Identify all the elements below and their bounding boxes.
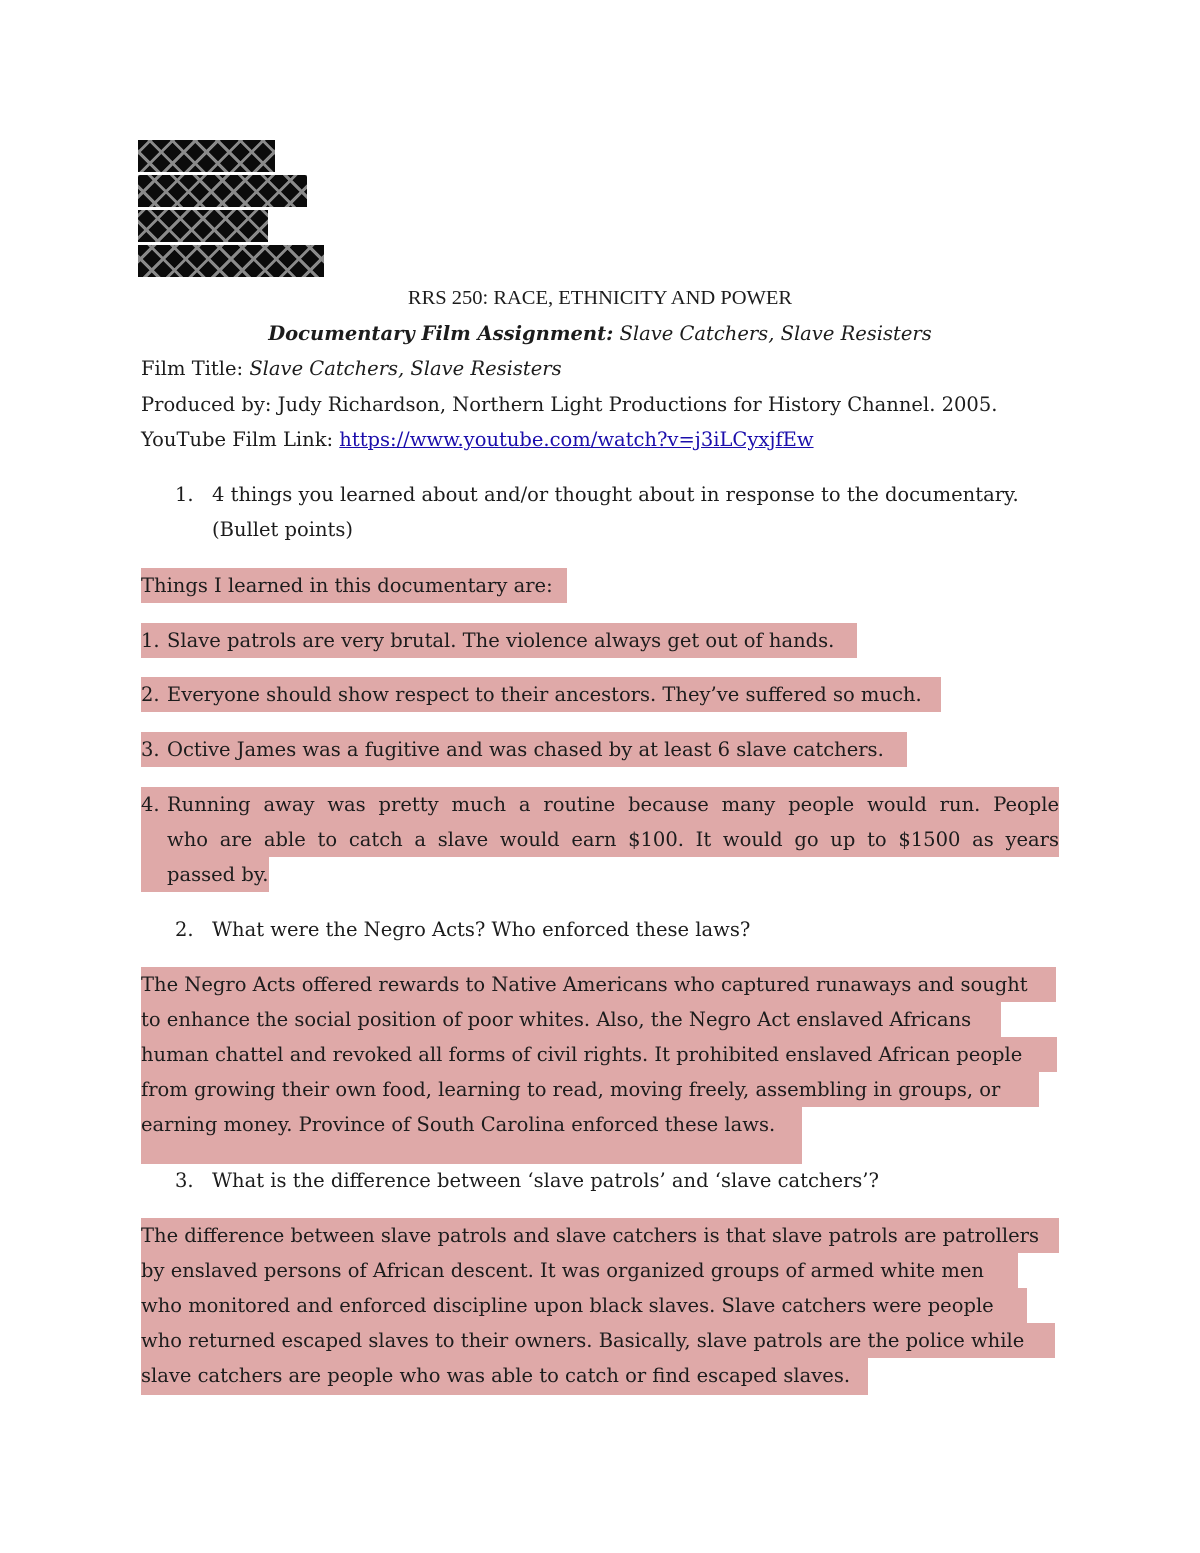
answer-1-intro: Things I learned in this documentary are: xyxy=(141,574,553,597)
redacted-name-bar xyxy=(138,175,307,207)
answer-2-line: The Negro Acts offered rewards to Native Americans who captured runaways and sought xyxy=(141,973,1028,996)
subtitle-label: Documentary Film Assignment: xyxy=(268,322,614,345)
answer-2-line: to enhance the social position of poor whites. Also, the Negro Act enslaved Africans xyxy=(141,1008,972,1031)
redacted-name-bar xyxy=(138,245,324,277)
answer-3-line: who returned escaped slaves to their owners. Basically, slave patrols are the police while xyxy=(141,1329,1025,1352)
youtube-link[interactable]: https://www.youtube.com/watch?v=j3iLCyxjfEw xyxy=(339,428,814,451)
learned-item xyxy=(141,623,1059,658)
question-text: What is the difference between ‘slave patrols’ and ‘slave catchers’? xyxy=(212,1169,879,1192)
answer-2-line: from growing their own food, learning to read, moving freely, assembling in groups, or xyxy=(141,1078,1001,1101)
produced-by: Produced by: Judy Richardson, Northern Light Productions for History Channel. 2005. xyxy=(141,393,998,416)
learned-item xyxy=(141,787,1059,892)
assignment-subtitle xyxy=(0,316,1200,351)
learned-item-number: 3. xyxy=(141,738,160,761)
question-text: 4 things you learned about and/or thought about in response to the documentary. xyxy=(212,483,1019,506)
film-title: Slave Catchers, Slave Resisters xyxy=(249,357,562,380)
learned-item-number: 4. xyxy=(141,793,160,816)
question-number: 3. xyxy=(175,1169,194,1192)
question-number: 2. xyxy=(175,918,194,941)
learned-item-text: passed by. xyxy=(167,863,269,886)
redacted-name-bar xyxy=(138,210,268,242)
film-title-label: Film Title: xyxy=(141,357,244,380)
course-title: RRS 250: RACE, ETHNICITY AND POWER xyxy=(407,287,793,309)
learned-item-text: Running away was pretty much a routine because many people would run. People xyxy=(167,793,1059,816)
subtitle-film-title: Slave Catchers, Slave Resisters xyxy=(619,322,932,345)
question-3 xyxy=(175,1163,1075,1198)
learned-item-text: who are able to catch a slave would earn $100. It would go up to $1500 as years xyxy=(167,828,1059,851)
answer-3-line: slave catchers are people who was able to catch or find escaped slaves. xyxy=(141,1364,851,1387)
youtube-link-label: YouTube Film Link: xyxy=(141,428,334,451)
learned-item xyxy=(141,677,1059,712)
question-number: 1. xyxy=(175,483,194,506)
film-title-line xyxy=(141,351,562,386)
learned-item-number: 1. xyxy=(141,629,160,652)
question-text: What were the Negro Acts? Who enforced these laws? xyxy=(212,918,751,941)
youtube-link-line xyxy=(141,422,814,457)
question-2 xyxy=(175,912,1075,947)
learned-item xyxy=(141,732,1059,767)
learned-item-text: Everyone should show respect to their ancestors. They’ve suffered so much. xyxy=(167,683,922,706)
answer-2-line: earning money. Province of South Carolina enforced these laws. xyxy=(141,1113,776,1136)
answer-2-line: human chattel and revoked all forms of civil rights. It prohibited enslaved African people xyxy=(141,1043,1023,1066)
learned-item-number: 2. xyxy=(141,683,160,706)
learned-item-text: Slave patrols are very brutal. The violence always get out of hands. xyxy=(167,629,835,652)
question-text: (Bullet points) xyxy=(212,518,354,541)
redacted-name-bar xyxy=(138,140,275,172)
answer-3-line: by enslaved persons of African descent. It was organized groups of armed white men xyxy=(141,1259,984,1282)
question-1 xyxy=(175,477,1075,547)
learned-item-text: Octive James was a fugitive and was chased by at least 6 slave catchers. xyxy=(167,738,884,761)
answer-3-line: The difference between slave patrols and slave catchers is that slave patrols are patrollers xyxy=(141,1224,1039,1247)
answer-3-line: who monitored and enforced discipline upon black slaves. Slave catchers were people xyxy=(141,1294,994,1317)
